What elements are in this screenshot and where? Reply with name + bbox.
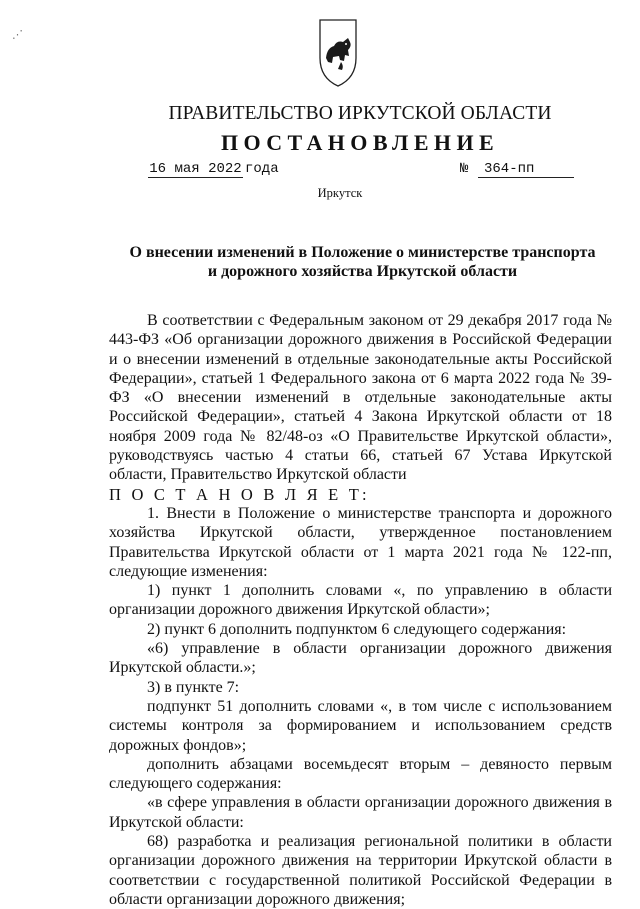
document-title: О внесении изменений в Положение о министерстве транспорта и дорожного хозяйства Иркутской области [129, 244, 596, 280]
document-date: 16 мая 2022 [149, 161, 242, 177]
paragraph-5: 3) в пункте 7: [147, 678, 240, 696]
document-type: ПОСТАНОВЛЕНИЕ [220, 130, 500, 155]
scan-mark: ⋰ [12, 29, 23, 41]
organization-name: ПРАВИТЕЛЬСТВО ИРКУТСКОЙ ОБЛАСТИ [168, 103, 552, 124]
paragraph-9: 68) разработка и реализация региональной политики в области организации дорожного движения на территории Иркутской области в соответствии с государственной политикой Российской Федерации в области организации дорожного движения; [109, 833, 612, 908]
paragraph-4: «6) управление в области организации дорожного движения Иркутской области.»; [109, 640, 612, 677]
paragraph-2: 1) пункт 1 дополнить словами «, по управлению в области организации дорожного движения Иркутской области»; [109, 582, 612, 619]
paragraph-6: подпункт 51 дополнить словами «, в том числе с использованием системы контроля за формированием и использованием средств дорожных фондов»; [109, 697, 612, 754]
preamble: В соответствии с Федеральным законом от 29 декабря 2017 года № 443-ФЗ «Об организации дорожного движения в Российской Федерации и о внесении изменений в отдельные законодательные акты Российской Федерации», статьей 1 Федерального закона от 6 марта 2022 года № 39-ФЗ «О внесении изменений в отдельные законодательные акты Российской Федерации», статьей 4 Закона Иркутской области от 18 ноября 2009 года № 82/48-оз «О Правительстве Иркутской области», руководствуясь частью 4 статьи 66, статьей 67 Устава Иркутской области, Правительство Иркутской области [109, 312, 612, 484]
year-word: года [245, 161, 279, 177]
paragraph-3: 2) пункт 6 дополнить подпунктом 6 следующего содержания: [147, 620, 567, 638]
city: Иркутск [317, 186, 363, 200]
document-number: 364-пп [478, 161, 574, 178]
number-label: № [460, 161, 469, 177]
document-body [109, 311, 612, 909]
resolves-heading: П О С Т А Н О В Л Я Е Т: [109, 484, 370, 504]
irkutsk-coat-of-arms-icon [317, 18, 359, 88]
date-number-line [148, 161, 568, 183]
paragraph-7: дополнить абзацами восемьдесят вторым – девяносто первым следующего содержания: [109, 755, 612, 793]
paragraph-8: «в сфере управления в области организации дорожного движения в Иркутской области: [109, 794, 612, 831]
paragraph-1: 1. Внести в Положение о министерстве транспорта и дорожного хозяйства Иркутской области, утвержденное постановлением Правительства Иркутской области от 1 марта 2021 года № 122-пп, следующие изменения: [109, 504, 612, 580]
